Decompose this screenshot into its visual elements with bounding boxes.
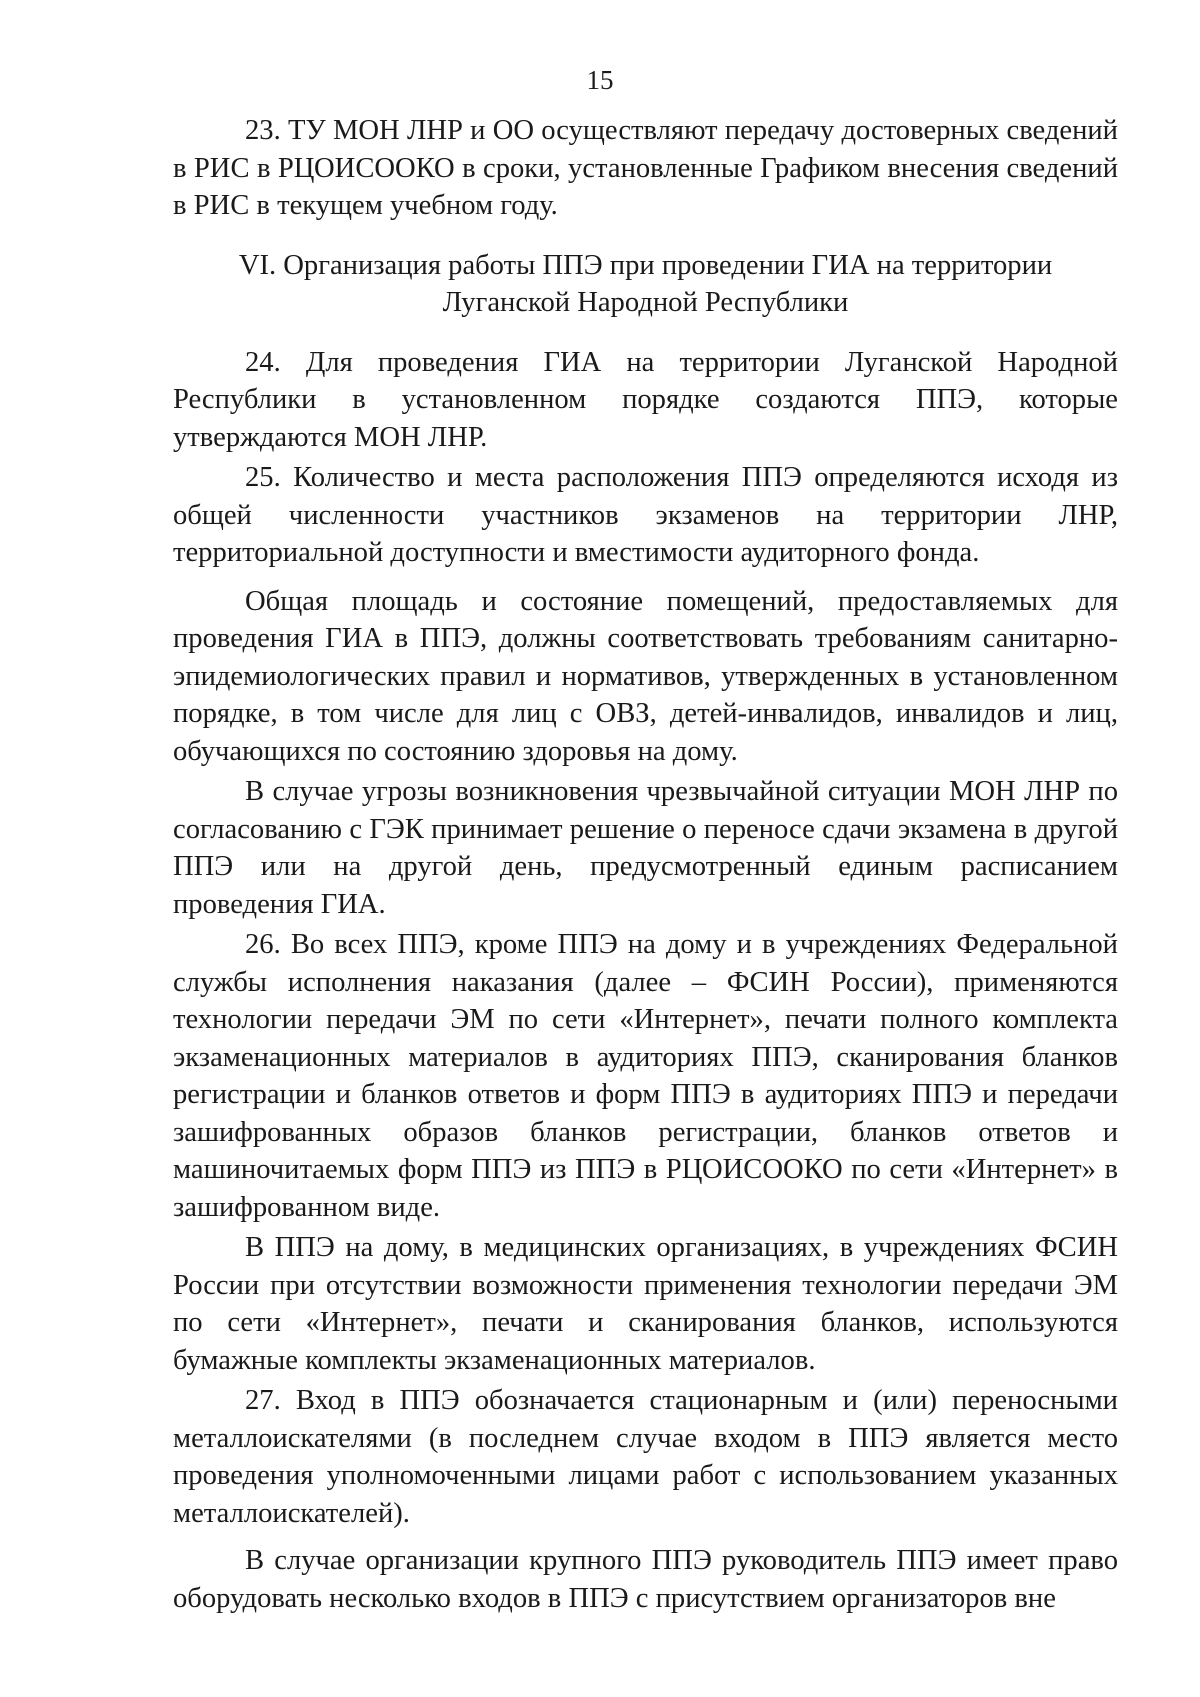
document-body <box>173 112 1118 1617</box>
page-number: 15 <box>586 65 614 95</box>
section-heading <box>173 247 1118 322</box>
paragraph-24: 24. Для проведения ГИА на территории Луганской Народной Республики в установленном порядке создаются ППЭ, которые утверждаются МОН ЛНР. <box>173 346 1118 453</box>
section-heading-line-2: Луганской Народной Республики <box>442 287 849 318</box>
paragraph-26-paper-kits: В ППЭ на дому, в медицинских организациях, в учреждениях ФСИН России при отсутствии возможности применения технологии передачи ЭМ по сети «Интернет», печати и сканирования бланков, используются бумажные комплекты экзаменационных материалов. <box>173 1232 1118 1376</box>
paragraph-27-large-ppe: В случае организации крупного ППЭ руководитель ППЭ имеет право оборудовать несколько входов в ППЭ с присутствием организаторов вне <box>173 1545 1118 1614</box>
paragraph-27: 27. Вход в ППЭ обозначается стационарным и (или) переносными металлоискателями (в последнем случае входом в ППЭ является место проведения уполномоченными лицами работ с использованием указанных металлоискателей). <box>173 1385 1118 1529</box>
paragraph-26: 26. Во всех ППЭ, кроме ППЭ на дому и в учреждениях Федеральной службы исполнения наказания (далее – ФСИН России), применяются технологии передачи ЭМ по сети «Интернет», печати полного комплекта экзаменационных материалов в аудиториях ППЭ, сканирования бланков регистрации и бланков ответов и форм ППЭ в аудиториях ППЭ и передачи зашифрованных образов бланков регистрации, бланков ответов и машиночитаемых форм ППЭ из ППЭ в РЦОИСООКО по сети «Интернет» в зашифрованном виде. <box>173 929 1118 1223</box>
paragraph-23: 23. ТУ МОН ЛНР и ОО осуществляют передачу достоверных сведений в РИС в РЦОИСООКО в сроки, установленные Графиком внесения сведений в РИС в текущем учебном году. <box>173 115 1118 221</box>
paragraph-25-emergency: В случае угрозы возникновения чрезвычайной ситуации МОН ЛНР по согласованию с ГЭК принимает решение о переносе сдачи экзамена в другой ППЭ или на другой день, предусмотренный единым расписанием проведения ГИА. <box>173 776 1118 920</box>
section-heading-line-1: VI. Организация работы ППЭ при проведении ГИА на территории <box>238 249 1053 281</box>
paragraph-25: 25. Количество и места расположения ППЭ определяются исходя из общей численности участников экзаменов на территории ЛНР, территориальной доступности и вместимости аудиторного фонда. <box>173 462 1118 568</box>
paragraph-25-premises: Общая площадь и состояние помещений, предоставляемых для проведения ГИА в ППЭ, должны соответствовать требованиям санитарно-эпидемиологических правил и нормативов, утвержденных в установленном порядке, в том числе для лиц с ОВЗ, детей-инвалидов, инвалидов и лиц, обучающихся по состоянию здоровья на дому. <box>173 585 1118 767</box>
